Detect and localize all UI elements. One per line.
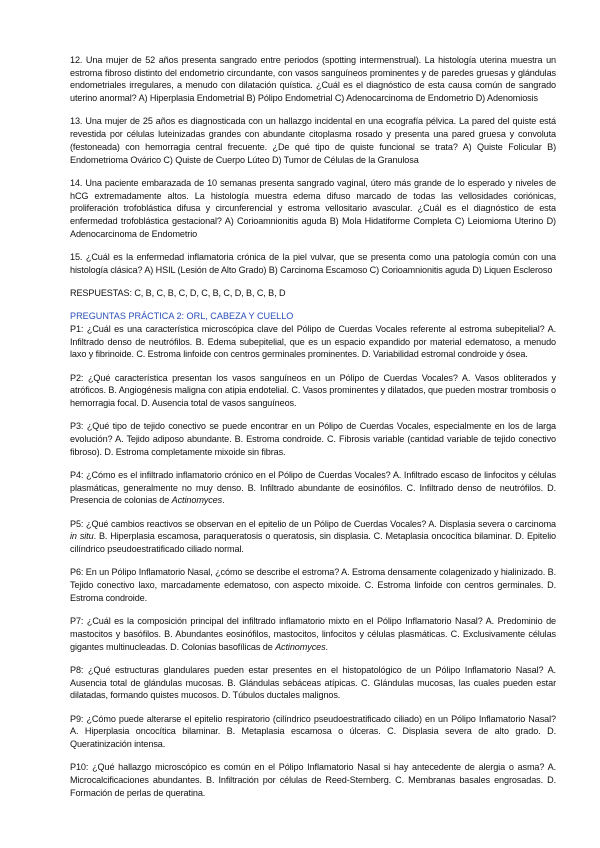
- question-15: 15. ¿Cuál es la enfermedad inflamatoria crónica de la piel vulvar, que se presenta como una patología común con una histología clásica? A) HSIL (Lesión de Alto Grado) B) Carcinoma Escamoso C) Corioamnionitis aguda D) Liquen Escleroso: [70, 251, 556, 275]
- answers-line: RESPUESTAS: C, B, C, B, C, D, C, B, C, D, B, C, B, D: [70, 287, 286, 298]
- question-p10: P10: ¿Qué hallazgo microscópico es común en el Pólipo Inflamatorio Nasal si hay antecedente de alergia o asma? A. Microcalcificaciones abundantes. B. Infiltración por células de Reed-Sternberg. C. Membranas basales engrosadas. D. Formación de perlas de queratina.: [70, 762, 556, 798]
- question-p4-italic: Actinomyces: [171, 495, 223, 506]
- question-13: 13. Una mujer de 25 años es diagnosticada con un hallazgo incidental en una ecografía pélvica. La pared del quiste está revestida por células luteinizadas grandes con abundante citoplasma rosado y presenta una pared gruesa y convoluta (festoneada) con hemorragia central frecuente. ¿De qué tipo de quiste funcional se trata? A) Quiste Folicular B) Endometrioma Ovárico C) Quiste de Cuerpo Lúteo D) Tumor de Células de la Granulosa: [70, 116, 556, 165]
- question-p7-italic: Actinomyces: [275, 641, 326, 652]
- question-p9: P9: ¿Cómo puede alterarse el epitelio respiratorio (cilíndrico pseudoestratificado ciliado) en un Pólipo Inflamatorio Nasal? A. Hiperplasia oncocítica bilaminar. B. Metaplasia escamosa o úlceras. C. Displasia severa de alto grado. D. Queratinización intensa.: [70, 713, 556, 749]
- question-p5: [70, 518, 556, 556]
- question-p8: P8: ¿Qué estructuras glandulares pueden estar presentes en el histopatológico de un Pólipo Inflamatorio Nasal? A. Ausencia total de glándulas mucosas. B. Glándulas sebáceas atípicas. C. Glándulas mucosas, las cuales pueden estar dilatadas, formando quistes mucosos. D. Túbulos ductales malignos.: [70, 664, 556, 701]
- question-p5-end: . B. Hiperplasia escamosa, paraqueratosis o queratosis, sin displasia. C. Metaplasia oncocítica bilaminar. D. Epitelio cilíndrico pseudoestratificado ciliado normal.: [70, 531, 556, 555]
- question-p7-end: .: [325, 641, 328, 652]
- question-p5-text: P5: ¿Qué cambios reactivos se observan en el epitelio de un Pólipo de Cuerdas Vocales? A. Displasia severa o carcinoma: [70, 518, 556, 529]
- question-p3: P3: ¿Qué tipo de tejido conectivo se puede encontrar en un Pólipo de Cuerdas Vocales, especialmente en los de larga evolución? A. Tejido adiposo abundante. B. Estroma condroide. C. Fibrosis variable (cantidad variable de tejido conectivo fibroso). D. Estroma completamente mixoide sin fibras.: [70, 421, 556, 457]
- question-p7: [70, 615, 556, 653]
- question-12: 12. Una mujer de 52 años presenta sangrado entre periodos (spotting intermenstrual). La histología uterina muestra un estroma fibroso distinto del endometrio circundante, con vasos sanguíneos prominentes y de paredes gruesas y glándulas endometriales irregulares, a menudo con dilatación quística. ¿Cuál es el diagnóstico de esta causa común de sangrado uterino anormal? A) Hiperplasia Endometrial B) Pólipo Endometrial C) Adenocarcinoma de Endometrio D) Adenomiosis: [70, 55, 556, 104]
- question-14: 14. Una paciente embarazada de 10 semanas presenta sangrado vaginal, útero más grande de lo esperado y niveles de hCG extremadamente altos. La histología muestra edema difuso marcado de todas las vellosidades coriónicas, proliferación trofoblástica difusa y circunferencial y estroma vellositario avascular. ¿Cuál es el diagnóstico de esta enfermedad trofoblástica gestacional? A) Corioamnionitis aguda B) Mola Hidatiforme Completa C) Leiomioma Uterino D) Adenocarcinoma de Endometrio: [70, 177, 556, 239]
- document-page: [70, 54, 556, 810]
- question-p4-end: .: [222, 495, 225, 506]
- question-p5-italic: in situ: [70, 531, 94, 542]
- question-p6: P6: En un Pólipo Inflamatorio Nasal, ¿cómo se describe el estroma? A. Estroma densamente colagenizado y hialinizado. B. Tejido conectivo laxo, marcadamente edematoso, con aspecto mixoide. C. Estroma linfoide con centros germinales. D. Estroma condroide.: [70, 567, 556, 603]
- question-p4: [70, 469, 556, 507]
- question-p4-text: P4: ¿Cómo es el infiltrado inflamatorio crónico en el Pólipo de Cuerdas Vocales? A. Infiltrado escaso de linfocitos y células plasmáticas, generalmente no muy denso. B. Infiltrado abundante de eosinófilos. C. Infiltrado denso de neutrófilos. D. Presencia de colonias de: [70, 470, 556, 506]
- question-p1: P1: ¿Cuál es una característica microscópica clave del Pólipo de Cuerdas Vocales referente al estroma subepitelial? A. Infiltrado denso de neutrófilos. B. Edema subepitelial, que es un espacio expandido por material edematoso, a menudo laxo y fibrinoide. C. Estroma linfoide con centros germinales prominentes. D. Variabilidad estromal condroide y ósea.: [70, 323, 556, 360]
- question-p7-text: P7: ¿Cuál es la composición principal del infiltrado inflamatorio mixto en el Pólipo Inflamatorio Nasal? A. Predominio de mastocitos y basófilos. B. Abundantes eosinófilos, mastocitos, linfocitos y células plasmáticas. C. Exclusivamente células gigantes multinucleadas. D. Colonias basofílicas de: [70, 616, 556, 652]
- question-p2: P2: ¿Qué característica presentan los vasos sanguíneos en un Pólipo de Cuerdas Vocales? A. Vasos obliterados y atróficos. B. Angiogénesis maligna con atipia endotelial. C. Vasos prominentes y dilatados, que pueden mostrar trombosis o hemorragia focal. D. Ausencia total de vasos sanguíneos.: [70, 372, 556, 409]
- section-heading: PREGUNTAS PRÁCTICA 2: ORL, CABEZA Y CUELLO: [70, 311, 294, 322]
